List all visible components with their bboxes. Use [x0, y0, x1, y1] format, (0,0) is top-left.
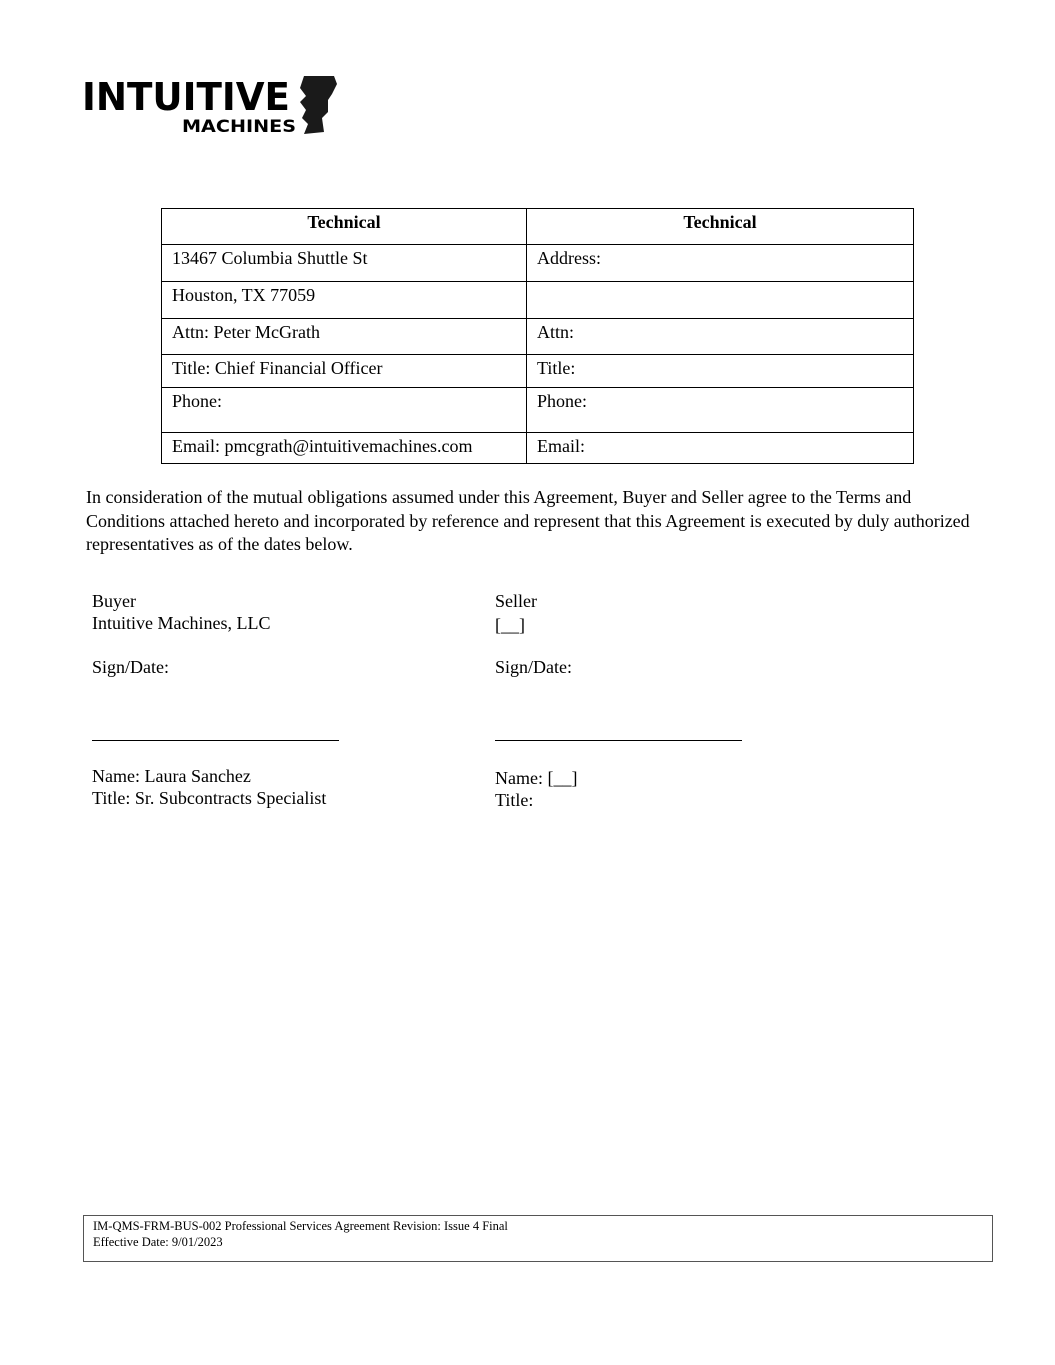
cell: Attn: Peter McGrath [162, 319, 527, 355]
cell: Title: [527, 355, 914, 388]
cell: Address: [527, 245, 914, 282]
cell: Email: pmcgrath@intuitivemachines.com [162, 433, 527, 464]
buyer-title: Title: Sr. Subcontracts Specialist [92, 788, 327, 808]
seller-sign-date: Sign/Date: [495, 657, 572, 677]
footer-effective-date: Effective Date: 9/01/2023 [93, 1235, 223, 1249]
cell: Houston, TX 77059 [162, 282, 527, 319]
agreement-paragraph: In consideration of the mutual obligations assumed under this Agreement, Buyer and Seller agree to the Terms and Conditions attached hereto and incorporated by reference and represent that this Agreement is executed by duly authorized representatives as of the dates below. [86, 487, 970, 554]
seller-label: Seller [495, 591, 537, 611]
logo-text-main: INTUITIVE [82, 75, 290, 119]
buyer-name: Name: Laura Sanchez [92, 766, 251, 786]
footer-doc-id: IM-QMS-FRM-BUS-002 Professional Services Agreement Revision: Issue 4 Final [93, 1219, 508, 1233]
intuitive-machines-logo [82, 72, 342, 136]
cell: Email: [527, 433, 914, 464]
cell: 13467 Columbia Shuttle St [162, 245, 527, 282]
logo-text-sub: MACHINES [182, 117, 296, 136]
seller-company: [__] [495, 615, 525, 635]
footer-box [83, 1215, 993, 1262]
buyer-company: Intuitive Machines, LLC [92, 613, 271, 633]
cell: Title: Chief Financial Officer [162, 355, 527, 388]
buyer-sign-date: Sign/Date: [92, 657, 169, 677]
logo-head-icon [300, 76, 337, 134]
seller-title: Title: [495, 790, 534, 810]
seller-name: Name: [__] [495, 768, 578, 788]
seller-signature-line [495, 740, 742, 741]
buyer-signature-line [92, 740, 339, 741]
cell: Phone: [527, 388, 914, 433]
contact-table [161, 208, 914, 464]
cell: Attn: [527, 319, 914, 355]
cell: Phone: [162, 388, 527, 433]
cell [527, 282, 914, 319]
header-left: Technical [162, 209, 527, 245]
header-right: Technical [527, 209, 914, 245]
buyer-label: Buyer [92, 591, 136, 611]
